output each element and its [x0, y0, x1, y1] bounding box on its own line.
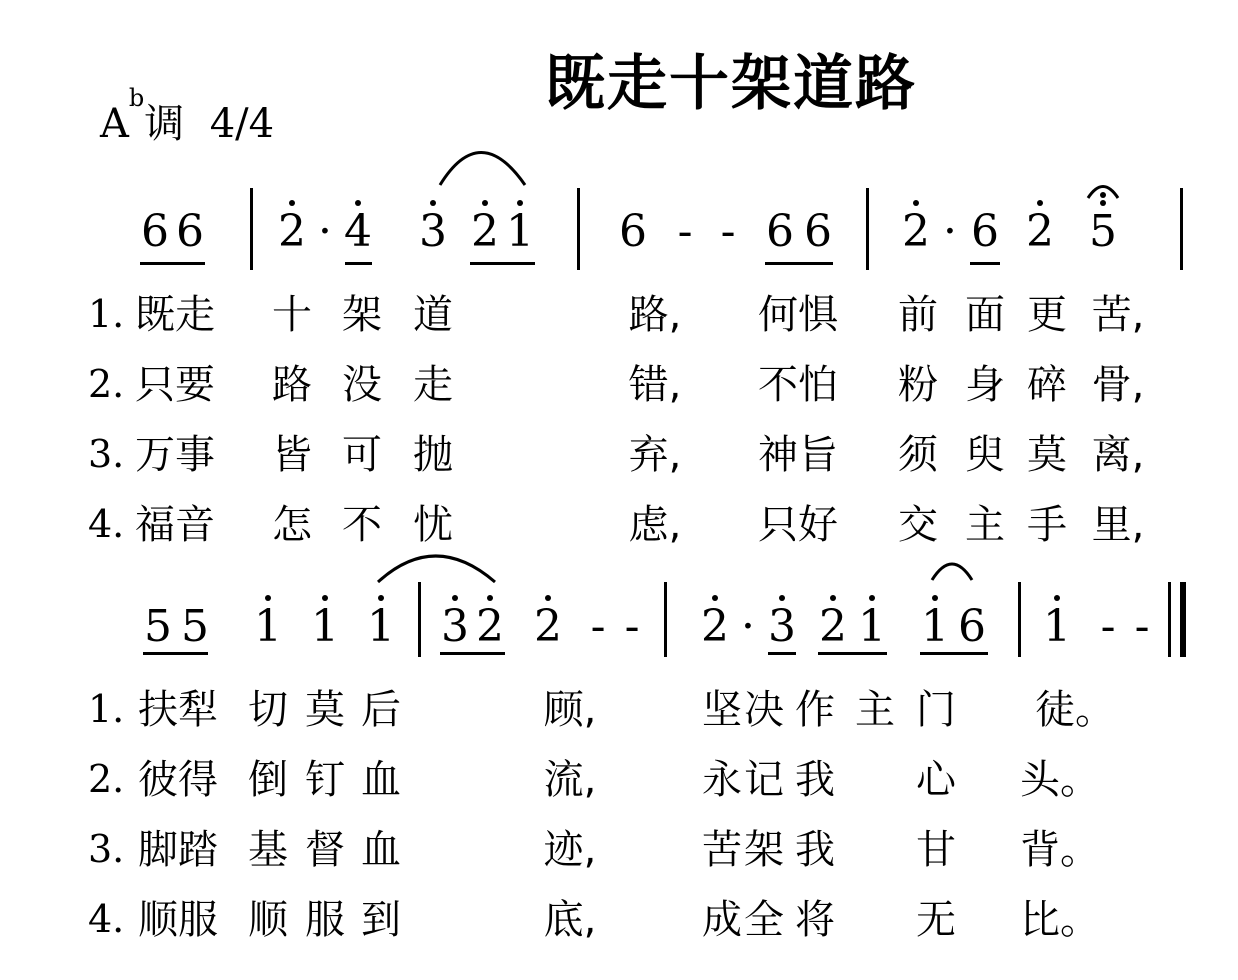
- note: 6: [141, 206, 169, 257]
- lyric-char: 神: [758, 432, 798, 478]
- key-mode: 调: [144, 101, 185, 147]
- lyric-char: 臾: [965, 432, 1005, 478]
- lyric-char: 更: [1027, 292, 1067, 338]
- note: -: [1100, 601, 1116, 652]
- note: ·: [943, 206, 957, 257]
- verse-number: 4.: [88, 502, 125, 546]
- note: 2: [471, 206, 499, 257]
- note: 2: [701, 601, 729, 652]
- lyric-char: 弃,: [628, 432, 682, 478]
- lyric-char: 切: [248, 687, 288, 733]
- lyric-char: 好: [798, 502, 838, 548]
- lyric-char: 心: [916, 757, 956, 803]
- lyric-char: 皆: [272, 432, 312, 478]
- lyric-char: 架: [744, 827, 784, 873]
- lyric-char: 只: [758, 502, 798, 548]
- lyric-char: 何: [758, 292, 798, 338]
- lyric-char: 可: [342, 432, 382, 478]
- lyric-char: 坚: [702, 687, 742, 733]
- note: 2: [902, 206, 930, 257]
- lyric-char: 服: [305, 897, 345, 943]
- lyric-char: 十: [272, 292, 312, 338]
- verse-number: 2.: [88, 757, 125, 801]
- lyric-char: 迹,: [543, 827, 597, 873]
- lyric-char: 交: [898, 502, 938, 548]
- lyric-char: 扶: [138, 687, 178, 733]
- note: 6: [766, 206, 794, 257]
- note: 2: [534, 601, 562, 652]
- lyric-char: 永: [702, 757, 742, 803]
- note: -: [624, 601, 640, 652]
- slur-2: [378, 556, 495, 582]
- lyric-char: 顾,: [543, 687, 597, 733]
- note: 3: [441, 601, 469, 652]
- lyric-char: 头。: [1020, 757, 1100, 803]
- time-signature: 4/4: [209, 101, 275, 147]
- note: 1: [506, 206, 534, 257]
- lyric-char: 基: [248, 827, 288, 873]
- verse-number: 4.: [88, 897, 125, 941]
- verse-number: 3.: [88, 827, 125, 871]
- lyric-char: 抛: [413, 432, 453, 478]
- lyric-char: 莫: [1027, 432, 1067, 478]
- lyric-char: 苦: [702, 827, 742, 873]
- key-letter: A: [100, 101, 129, 147]
- lyric-char: 督: [305, 827, 345, 873]
- lyric-char: 里,: [1091, 502, 1145, 548]
- lyric-char: 手: [1027, 502, 1067, 548]
- note: 1: [858, 601, 886, 652]
- lyric-char: 音: [175, 502, 215, 548]
- lyric-char: 踏: [178, 827, 218, 873]
- note: ·: [318, 206, 332, 257]
- lyric-char: 道: [413, 292, 453, 338]
- lyric-char: 忧: [413, 502, 453, 548]
- note: 1: [921, 601, 949, 652]
- note: 3: [419, 206, 447, 257]
- lyric-char: 架: [342, 292, 382, 338]
- note: 1: [254, 601, 282, 652]
- note: 4: [344, 206, 372, 257]
- note: ·: [741, 601, 755, 652]
- lyric-char: 犁: [178, 687, 218, 733]
- lyric-char: 面: [965, 292, 1005, 338]
- lyric-char: 我: [795, 827, 835, 873]
- lyric-char: 怕: [798, 362, 838, 408]
- note: 6: [971, 206, 999, 257]
- key-accidental: b: [128, 84, 145, 112]
- note: 2: [278, 206, 306, 257]
- lyric-char: 既: [135, 292, 175, 338]
- note: 2: [1026, 206, 1054, 257]
- lyric-char: 福: [135, 502, 175, 548]
- lyric-char: 血: [361, 757, 401, 803]
- note: 2: [476, 601, 504, 652]
- lyric-char: 须: [898, 432, 938, 478]
- lyric-char: 苦,: [1091, 292, 1145, 338]
- lyric-char: 路,: [628, 292, 682, 338]
- lyric-char: 门: [916, 687, 956, 733]
- lyric-char: 我: [795, 757, 835, 803]
- note: 1: [367, 601, 395, 652]
- note: 5: [144, 601, 172, 652]
- note: 5: [1089, 206, 1117, 257]
- note: 6: [804, 206, 832, 257]
- lyric-char: 不: [342, 502, 382, 548]
- lyric-char: 无: [916, 897, 956, 943]
- lyric-char: 前: [898, 292, 938, 338]
- verse-number: 1.: [88, 687, 125, 731]
- lyric-char: 将: [795, 897, 835, 943]
- lyric-char: 要: [175, 362, 215, 408]
- verse-number: 3.: [88, 432, 125, 476]
- note: -: [677, 206, 693, 257]
- fermata-dot: [1100, 192, 1106, 198]
- lyric-char: 倒: [248, 757, 288, 803]
- lyric-char: 徒。: [1035, 687, 1115, 733]
- song-title: 既走十架道路: [545, 49, 917, 119]
- lyric-char: 虑,: [628, 502, 682, 548]
- lyric-char: 不: [758, 362, 798, 408]
- lyric-char: 服: [178, 897, 218, 943]
- lyric-char: 没: [342, 362, 382, 408]
- lyric-char: 后: [361, 687, 401, 733]
- lyric-char: 彼: [138, 757, 178, 803]
- lyric-char: 骨,: [1091, 362, 1145, 408]
- lyric-char: 流,: [543, 757, 597, 803]
- slur-3: [932, 564, 972, 580]
- note: 1: [311, 601, 339, 652]
- lyric-char: 万: [135, 432, 175, 478]
- lyric-char: 主: [855, 687, 895, 733]
- note: 5: [181, 601, 209, 652]
- lyric-char: 身: [965, 362, 1005, 408]
- lyric-char: 脚: [138, 827, 178, 873]
- note: -: [590, 601, 606, 652]
- lyric-char: 底,: [543, 897, 597, 943]
- lyric-char: 错,: [628, 362, 682, 408]
- lyric-char: 顺: [248, 897, 288, 943]
- lyric-char: 比。: [1020, 897, 1100, 943]
- lyric-char: 得: [178, 757, 218, 803]
- lyric-char: 记: [744, 757, 784, 803]
- note: 1: [1043, 601, 1071, 652]
- lyric-char: 顺: [138, 897, 178, 943]
- lyric-char: 血: [361, 827, 401, 873]
- note: 6: [619, 206, 647, 257]
- note: -: [720, 206, 736, 257]
- verse-number: 1.: [88, 292, 125, 336]
- lyric-char: 离,: [1091, 432, 1145, 478]
- lyric-char: 碎: [1027, 362, 1067, 408]
- lyric-char: 走: [413, 362, 453, 408]
- lyric-char: 到: [361, 897, 401, 943]
- lyric-char: 成: [702, 897, 742, 943]
- lyric-char: 旨: [798, 432, 838, 478]
- lyric-char: 走: [175, 292, 215, 338]
- note: 6: [958, 601, 986, 652]
- lyric-char: 背。: [1020, 827, 1100, 873]
- note: 3: [768, 601, 796, 652]
- lyric-char: 粉: [898, 362, 938, 408]
- lyric-char: 作: [795, 687, 835, 733]
- lyric-char: 决: [744, 687, 784, 733]
- lyric-char: 钉: [305, 757, 345, 803]
- lyric-char: 主: [965, 502, 1005, 548]
- slur-1: [440, 153, 525, 186]
- verse-number: 2.: [88, 362, 125, 406]
- note: 6: [176, 206, 204, 257]
- lyric-char: 莫: [305, 687, 345, 733]
- lyric-char: 路: [272, 362, 312, 408]
- lyric-char: 事: [175, 432, 215, 478]
- note: -: [1134, 601, 1150, 652]
- lyric-char: 怎: [272, 502, 312, 548]
- lyric-char: 只: [135, 362, 175, 408]
- lyric-char: 惧: [798, 292, 838, 338]
- lyric-char: 甘: [916, 827, 956, 873]
- lyric-char: 全: [744, 897, 784, 943]
- note: 2: [819, 601, 847, 652]
